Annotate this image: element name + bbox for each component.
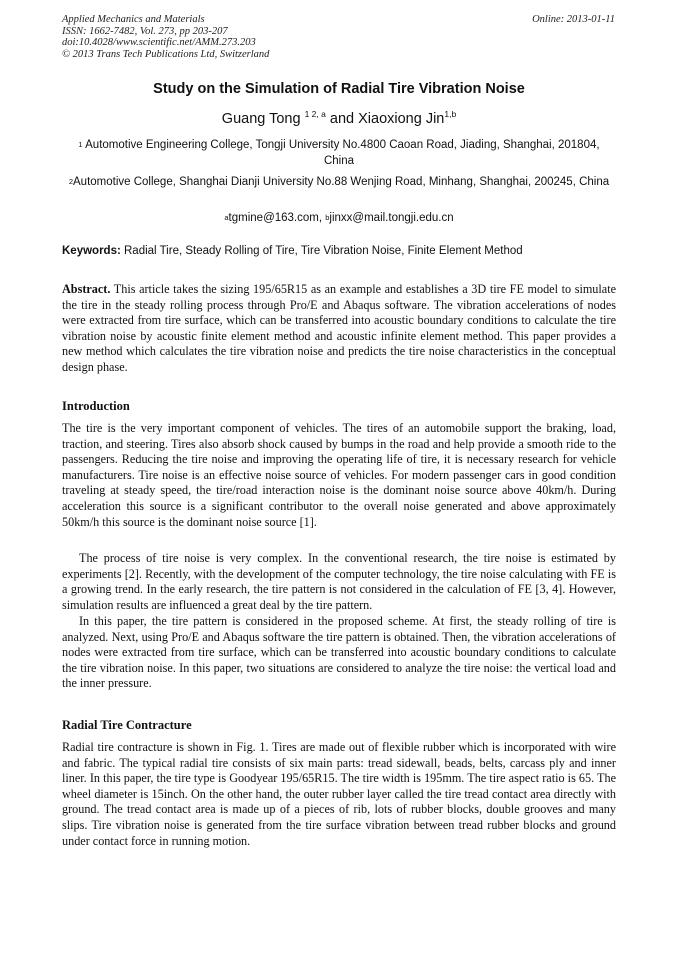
author-2-affil-marker: 1,b xyxy=(444,109,457,119)
section-heading-introduction: Introduction xyxy=(62,399,130,413)
journal-issn: ISSN: 1662-7482, Vol. 273, pp 203-207 xyxy=(62,25,228,37)
email-a: tgmine@163.com, xyxy=(228,212,326,224)
email-b-marker: b xyxy=(325,213,330,222)
author-line xyxy=(0,111,678,127)
email-b: jinxx@mail.tongji.edu.cn xyxy=(329,212,454,224)
author-1-affil-marker: 1 2, a xyxy=(304,109,326,119)
keywords-list: Radial Tire, Steady Rolling of Tire, Tire Vibration Noise, Finite Element Method xyxy=(120,245,523,257)
introduction-paragraph-2: The process of tire noise is very complex. In the conventional research, the tire noise is estimated by experiments [2]. Recently, with the development of the computer technology, the tire noise calculating with FE is a growing trend. In the early research, the tire pattern is not considered in the calculation of FE [3, 4]. However, simulation results are influenced a great deal by the tire pattern. xyxy=(62,551,616,612)
introduction-paragraph-3: In this paper, the tire pattern is considered in the proposed scheme. At first, the steady rolling of tire is analyzed. Next, using Pro/E and Abaqus software the tire pattern is obtained. Then, the vibration accelerations of nodes were extracted from tire surface, which can be transferred into acoustic boundary conditions to calculate the tire vibration noise. In this paper, two situations are considered to analyze the tire noise: the vertical load and the inner pressure. xyxy=(62,614,616,691)
abstract xyxy=(62,282,616,376)
radial-tire-paragraph-1: Radial tire contracture is shown in Fig. 1. Tires are made out of flexible rubber which is incorporated with wire and fabric. The typical radial tire consists of six main parts: tread sidewall, beads, belts, carcass ply and inner liner. In this paper, the tire type is Goodyear 195/65R15. The tire width is 195mm. The tire aspect ratio is 65. The wheel diameter is 15inch. On the other hand, the outer rubber layer called the tire tread contact area directly with ground. The tread contact area is made up of a pieces of rib, lots of rubber blocks, double grooves and many slips. Tire vibration noise is generated from the tire surface vibration between tread rubber blocks and ground under contact force in running motion. xyxy=(62,740,616,848)
affiliation-2-marker: 2 xyxy=(68,177,73,186)
journal-header xyxy=(62,14,269,60)
affiliation-2-text: Automotive College, Shanghai Dianji University No.88 Wenjing Road, Minhang, Shanghai, 200245, China xyxy=(73,176,610,188)
introduction-paragraph-1: The tire is the very important component of vehicles. The tires of an automobile support the braking, load, traction, and steering. Tires also absorb shock caused by bumps in the road and help provide a smooth ride to the passengers. Reducing the tire noise and improving the operating life of tire, it is necessary research for vehicle manufacturers. Tire noise is an effective noise source of vehicles. For modern passenger cars in good condition traveling at steady speed, the tire/road interaction noise is the dominant noise source above 40km/h. During acceleration this source is a significant contributor to the overall noise generated and above approximately 50km/h this source is the dominant noise source [1]. xyxy=(62,421,616,529)
email-a-marker: a xyxy=(224,213,229,222)
keywords-label: Keywords: xyxy=(62,245,121,257)
keywords xyxy=(62,245,616,257)
journal-doi: doi:10.4028/www.scientific.net/AMM.273.203 xyxy=(62,37,256,48)
affiliation-1-marker: 1 xyxy=(78,140,83,149)
abstract-text: This article takes the sizing 195/65R15 as an example and establishes a 3D tire FE model to simulate the tire in the steady rolling process through Pro/E and Abaqus software. The vibration accelerations of nodes were extracted from tire surface, which can be transferred into acoustic boundary conditions to calculate the tire vibration noise by acoustic finite element method and acoustic infinite element method. This paper provides a new method which calculates the tire vibration noise and predicts the tire noise characteristics in the conceptual design phase. xyxy=(62,282,616,374)
author-1-name: Guang Tong xyxy=(221,111,301,127)
affiliation-1-text: Automotive Engineering College, Tongji University No.4800 Caoan Road, Jiading, Shanghai, 201804, China xyxy=(82,139,600,167)
online-date: Online: 2013-01-11 xyxy=(532,14,615,25)
affiliation-2 xyxy=(62,175,616,191)
journal-copyright: © 2013 Trans Tech Publications Ltd, Switzerland xyxy=(62,48,270,60)
journal-name: Applied Mechanics and Materials xyxy=(62,14,205,25)
affiliation-1 xyxy=(62,138,616,169)
paper-title: Study on the Simulation of Radial Tire Vibration Noise xyxy=(153,81,525,97)
section-heading-radial-tire-contracture: Radial Tire Contracture xyxy=(62,718,192,732)
author-emails xyxy=(62,211,616,227)
abstract-label: Abstract. xyxy=(62,282,111,296)
author-2-name: and Xiaoxiong Jin xyxy=(325,111,445,127)
